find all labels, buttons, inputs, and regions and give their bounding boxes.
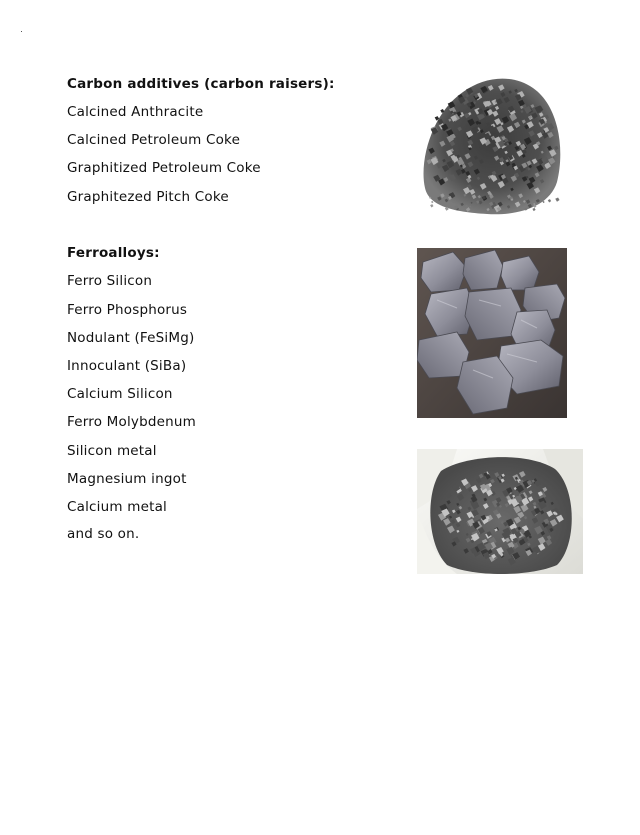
ferro-item-ferro-phosphorus: Ferro Phosphorus <box>67 302 188 318</box>
ferro-lumps-photo <box>417 248 567 418</box>
bag-photo <box>417 449 583 574</box>
ferro-item-nodulant: Nodulant (FeSiMg) <box>67 330 195 346</box>
carbon-item-graphitized-petroleum-coke: Graphitized Petroleum Coke <box>67 160 261 176</box>
stray-dot <box>21 31 22 32</box>
ferro-item-magnesium-ingot: Magnesium ingot <box>67 471 187 487</box>
carbon-item-graphitezed-pitch-coke: Graphitezed Pitch Coke <box>67 189 229 205</box>
ferro-item-ferro-molybdenum: Ferro Molybdenum <box>67 414 197 430</box>
carbon-additives-heading: Carbon additives (carbon raisers): <box>67 76 335 92</box>
carbon-pile-photo <box>417 70 567 220</box>
ferro-item-and-so-on: and so on. <box>67 526 140 542</box>
carbon-item-calcined-anthracite: Calcined Anthracite <box>67 104 204 120</box>
ferro-lumps-image <box>417 248 567 418</box>
ferro-item-innoculant: Innoculant (SiBa) <box>67 358 187 374</box>
carbon-pile-image <box>417 70 567 220</box>
ferroalloys-heading: Ferroalloys: <box>67 245 160 261</box>
ferro-item-calcium-silicon: Calcium Silicon <box>67 386 173 402</box>
ferro-item-silicon-metal: Silicon metal <box>67 443 157 459</box>
ferro-item-calcium-metal: Calcium metal <box>67 499 167 515</box>
bag-image <box>417 449 583 574</box>
carbon-item-calcined-petroleum-coke: Calcined Petroleum Coke <box>67 132 241 148</box>
ferro-item-ferro-silicon: Ferro Silicon <box>67 273 153 289</box>
